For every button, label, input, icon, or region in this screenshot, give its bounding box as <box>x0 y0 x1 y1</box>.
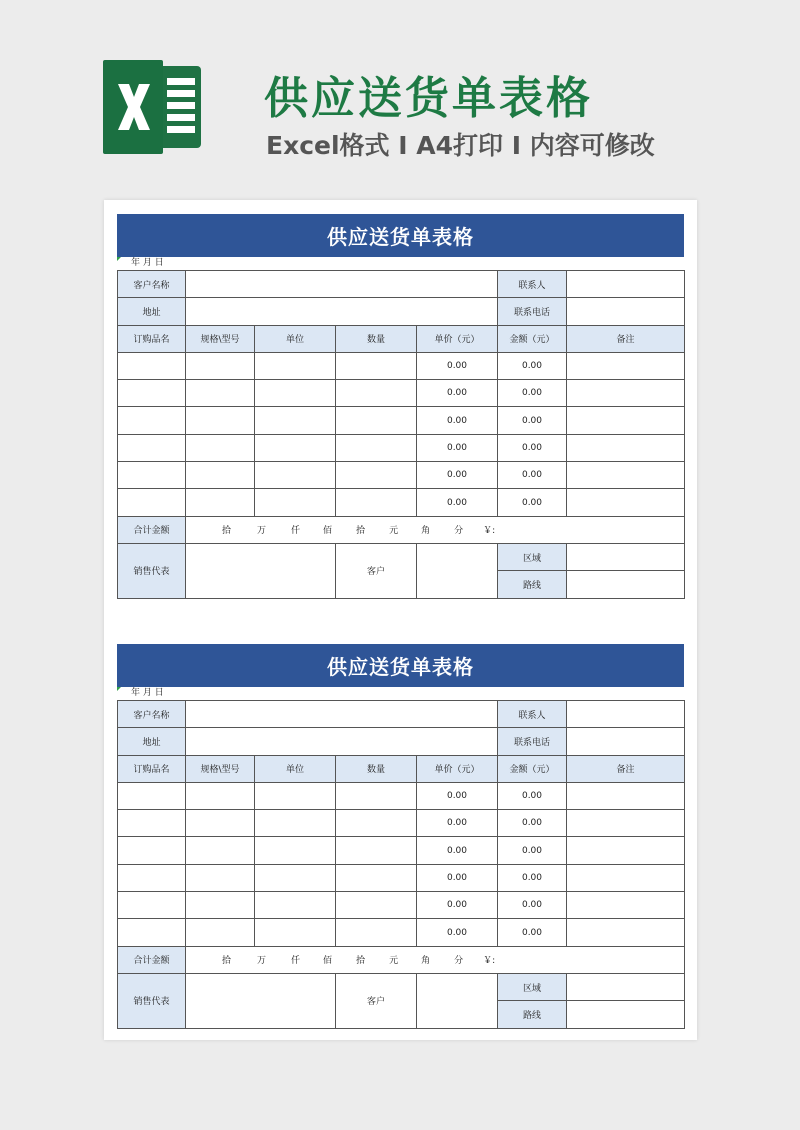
region-field[interactable] <box>567 543 685 570</box>
customer-label: 客户 <box>336 543 417 598</box>
item-cell[interactable] <box>118 352 186 379</box>
qty-cell[interactable] <box>336 919 417 946</box>
amount-cell[interactable]: 0.00 <box>498 810 567 837</box>
note-cell[interactable] <box>567 407 685 434</box>
qty-cell[interactable] <box>336 810 417 837</box>
route-label: 路线 <box>498 1001 567 1028</box>
form-title: 供应送货单表格 <box>117 644 684 687</box>
date-line: 年 月 日 <box>117 257 684 270</box>
total-unit: ￥: <box>483 956 496 967</box>
spec-cell[interactable] <box>186 489 255 516</box>
column-header: 金额（元） <box>498 755 567 782</box>
page-header <box>0 0 800 190</box>
customer-field[interactable] <box>417 543 498 598</box>
spec-cell[interactable] <box>186 407 255 434</box>
column-header: 数量 <box>336 755 417 782</box>
total-unit: ￥: <box>483 526 496 537</box>
note-cell[interactable] <box>567 919 685 946</box>
region-field[interactable] <box>567 973 685 1000</box>
price-cell[interactable]: 0.00 <box>417 892 498 919</box>
note-cell[interactable] <box>567 810 685 837</box>
column-header: 规格\型号 <box>186 325 255 352</box>
sales-rep-label: 销售代表 <box>118 543 186 598</box>
amount-cell[interactable]: 0.00 <box>498 919 567 946</box>
customer-name-field[interactable] <box>186 271 498 298</box>
amount-cell[interactable]: 0.00 <box>498 352 567 379</box>
total-unit: 万 <box>257 526 267 537</box>
table-row <box>118 380 685 407</box>
unit-cell[interactable] <box>255 407 336 434</box>
table-row <box>118 864 685 891</box>
delivery-form-1 <box>117 214 684 599</box>
table-row <box>118 782 685 809</box>
customer-label: 客户 <box>336 973 417 1028</box>
address-label: 地址 <box>118 298 186 325</box>
qty-cell[interactable] <box>336 837 417 864</box>
table-row <box>118 462 685 489</box>
region-label: 区域 <box>498 973 567 1000</box>
amount-cell[interactable]: 0.00 <box>498 380 567 407</box>
unit-cell[interactable] <box>255 434 336 461</box>
phone-field[interactable] <box>567 728 685 755</box>
page-title: 供应送货单表格 <box>264 73 593 124</box>
column-header: 规格\型号 <box>186 755 255 782</box>
customer-field[interactable] <box>417 973 498 1028</box>
item-cell[interactable] <box>118 810 186 837</box>
item-cell[interactable] <box>118 837 186 864</box>
item-cell[interactable] <box>118 892 186 919</box>
total-unit: 分 <box>454 526 464 537</box>
region-label: 区域 <box>498 543 567 570</box>
table-row <box>118 489 685 516</box>
qty-cell[interactable] <box>336 782 417 809</box>
item-cell[interactable] <box>118 489 186 516</box>
price-cell[interactable]: 0.00 <box>417 434 498 461</box>
amount-cell[interactable]: 0.00 <box>498 462 567 489</box>
column-header: 订购品名 <box>118 755 186 782</box>
qty-cell[interactable] <box>336 864 417 891</box>
table-row <box>118 919 685 946</box>
column-header: 单位 <box>255 755 336 782</box>
price-cell[interactable]: 0.00 <box>417 462 498 489</box>
price-cell[interactable]: 0.00 <box>417 380 498 407</box>
total-unit: 佰 <box>323 526 333 537</box>
spec-cell[interactable] <box>186 919 255 946</box>
phone-label: 联系电话 <box>498 728 567 755</box>
qty-cell[interactable] <box>336 892 417 919</box>
total-amount-field[interactable] <box>186 946 685 973</box>
column-header: 单位 <box>255 325 336 352</box>
total-amount-field[interactable] <box>186 516 685 543</box>
price-cell[interactable]: 0.00 <box>417 352 498 379</box>
amount-cell[interactable]: 0.00 <box>498 892 567 919</box>
phone-label: 联系电话 <box>498 298 567 325</box>
spec-cell[interactable] <box>186 352 255 379</box>
column-header: 备注 <box>567 325 685 352</box>
amount-cell[interactable]: 0.00 <box>498 434 567 461</box>
customer-name-field[interactable] <box>186 701 498 728</box>
total-unit: 拾 <box>222 956 232 967</box>
contact-field[interactable] <box>567 271 685 298</box>
total-unit: 万 <box>257 956 267 967</box>
form-table <box>117 270 685 599</box>
item-cell[interactable] <box>118 919 186 946</box>
total-unit: 分 <box>454 956 464 967</box>
amount-cell[interactable]: 0.00 <box>498 489 567 516</box>
column-header: 数量 <box>336 325 417 352</box>
phone-field[interactable] <box>567 298 685 325</box>
sales-rep-field[interactable] <box>186 973 336 1028</box>
unit-cell[interactable] <box>255 380 336 407</box>
total-unit: 元 <box>389 956 399 967</box>
note-cell[interactable] <box>567 462 685 489</box>
route-label: 路线 <box>498 571 567 598</box>
amount-cell[interactable]: 0.00 <box>498 407 567 434</box>
qty-cell[interactable] <box>336 407 417 434</box>
note-cell[interactable] <box>567 892 685 919</box>
amount-cell[interactable]: 0.00 <box>498 864 567 891</box>
page-subtitle: Excel格式 I A4打印 I 内容可修改 <box>266 131 655 160</box>
price-cell[interactable]: 0.00 <box>417 864 498 891</box>
total-unit: 拾 <box>356 526 366 537</box>
price-cell[interactable]: 0.00 <box>417 919 498 946</box>
unit-cell[interactable] <box>255 892 336 919</box>
qty-cell[interactable] <box>336 434 417 461</box>
total-unit: 元 <box>389 526 399 537</box>
unit-cell[interactable] <box>255 864 336 891</box>
route-field[interactable] <box>567 571 685 598</box>
unit-cell[interactable] <box>255 810 336 837</box>
total-unit: 拾 <box>356 956 366 967</box>
note-cell[interactable] <box>567 380 685 407</box>
total-unit: 角 <box>421 956 431 967</box>
table-row <box>118 892 685 919</box>
note-cell[interactable] <box>567 352 685 379</box>
price-cell[interactable]: 0.00 <box>417 837 498 864</box>
column-header: 订购品名 <box>118 325 186 352</box>
item-cell[interactable] <box>118 864 186 891</box>
spec-cell[interactable] <box>186 810 255 837</box>
spec-cell[interactable] <box>186 462 255 489</box>
amount-cell[interactable]: 0.00 <box>498 782 567 809</box>
price-cell[interactable]: 0.00 <box>417 810 498 837</box>
column-header: 金额（元） <box>498 325 567 352</box>
item-cell[interactable] <box>118 407 186 434</box>
qty-cell[interactable] <box>336 489 417 516</box>
qty-cell[interactable] <box>336 380 417 407</box>
item-cell[interactable] <box>118 782 186 809</box>
unit-cell[interactable] <box>255 837 336 864</box>
total-unit: 拾 <box>222 526 232 537</box>
item-cell[interactable] <box>118 434 186 461</box>
table-row <box>118 434 685 461</box>
total-unit: 佰 <box>323 956 333 967</box>
total-label: 合计金额 <box>118 946 186 973</box>
qty-cell[interactable] <box>336 462 417 489</box>
spec-cell[interactable] <box>186 864 255 891</box>
spec-cell[interactable] <box>186 434 255 461</box>
table-row <box>118 810 685 837</box>
price-cell[interactable]: 0.00 <box>417 782 498 809</box>
price-cell[interactable]: 0.00 <box>417 407 498 434</box>
excel-icon <box>103 60 203 154</box>
sales-rep-label: 销售代表 <box>118 973 186 1028</box>
contact-label: 联系人 <box>498 271 567 298</box>
column-header: 单价（元） <box>417 755 498 782</box>
amount-cell[interactable]: 0.00 <box>498 837 567 864</box>
note-cell[interactable] <box>567 864 685 891</box>
unit-cell[interactable] <box>255 782 336 809</box>
delivery-form-2 <box>117 644 684 1029</box>
route-field[interactable] <box>567 1001 685 1028</box>
unit-cell[interactable] <box>255 352 336 379</box>
price-cell[interactable]: 0.00 <box>417 489 498 516</box>
total-unit: 仟 <box>291 526 301 537</box>
item-cell[interactable] <box>118 462 186 489</box>
contact-label: 联系人 <box>498 701 567 728</box>
address-field[interactable] <box>186 728 498 755</box>
spec-cell[interactable] <box>186 837 255 864</box>
sales-rep-field[interactable] <box>186 543 336 598</box>
note-cell[interactable] <box>567 489 685 516</box>
form-table <box>117 700 685 1029</box>
note-cell[interactable] <box>567 782 685 809</box>
qty-cell[interactable] <box>336 352 417 379</box>
item-cell[interactable] <box>118 380 186 407</box>
spec-cell[interactable] <box>186 782 255 809</box>
note-cell[interactable] <box>567 837 685 864</box>
table-row <box>118 837 685 864</box>
column-header: 单价（元） <box>417 325 498 352</box>
table-row <box>118 407 685 434</box>
customer-name-label: 客户名称 <box>118 271 186 298</box>
total-label: 合计金额 <box>118 516 186 543</box>
unit-cell[interactable] <box>255 919 336 946</box>
date-line: 年 月 日 <box>117 687 684 700</box>
unit-cell[interactable] <box>255 462 336 489</box>
address-field[interactable] <box>186 298 498 325</box>
total-unit: 仟 <box>291 956 301 967</box>
contact-field[interactable] <box>567 701 685 728</box>
customer-name-label: 客户名称 <box>118 701 186 728</box>
address-label: 地址 <box>118 728 186 755</box>
form-title: 供应送货单表格 <box>117 214 684 257</box>
spec-cell[interactable] <box>186 892 255 919</box>
table-row <box>118 352 685 379</box>
spec-cell[interactable] <box>186 380 255 407</box>
unit-cell[interactable] <box>255 489 336 516</box>
column-header: 备注 <box>567 755 685 782</box>
note-cell[interactable] <box>567 434 685 461</box>
total-unit: 角 <box>421 526 431 537</box>
